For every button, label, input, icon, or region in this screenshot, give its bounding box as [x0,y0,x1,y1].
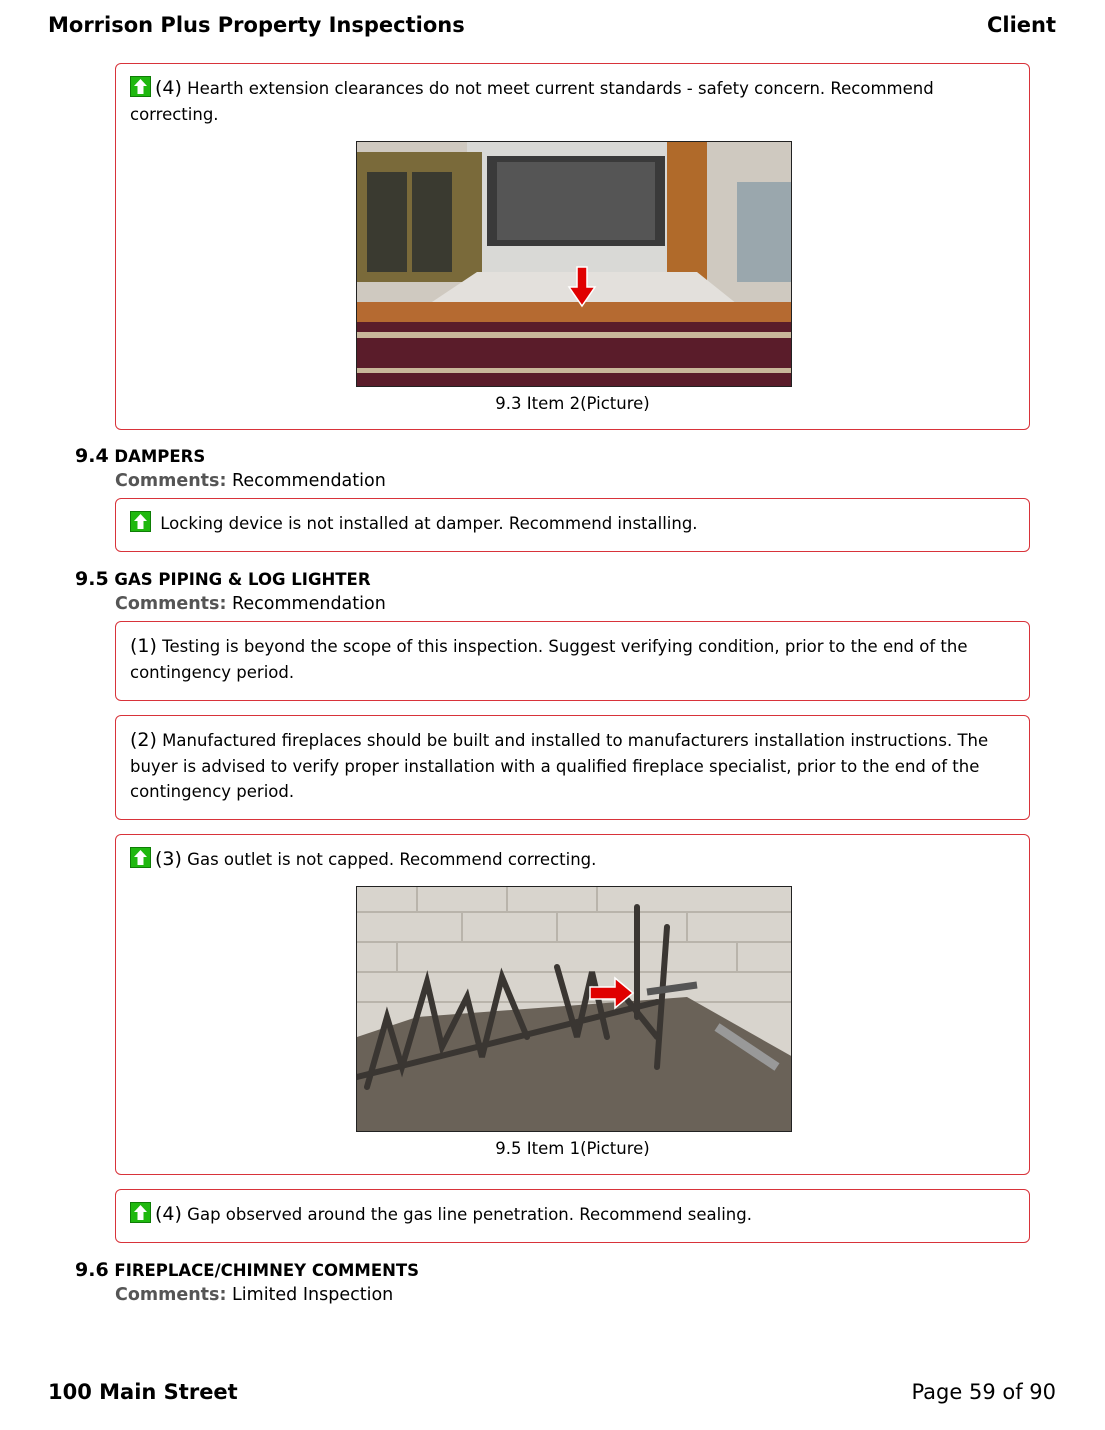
up-arrow-icon [130,511,151,532]
comment-box-gas-outlet [115,834,1030,1175]
up-arrow-icon [130,847,151,868]
comment-number: (4) [155,77,182,99]
comment-number: (1) [130,635,157,657]
property-address: 100 Main Street [48,1380,238,1404]
page-number: Page 59 of 90 [911,1380,1056,1404]
section-title-dampers: 9.4 DAMPERS [75,445,206,467]
comment-text: Gap observed around the gas line penetration. Recommend sealing. [187,1205,752,1224]
section-title-gas-piping: 9.5 GAS PIPING & LOG LIGHTER [75,568,371,590]
comment-box-testing [115,621,1030,701]
up-arrow-icon [130,76,151,97]
section-comments-gas-piping: Comments: Recommendation [115,594,386,614]
comment-text: Locking device is not installed at damper. Recommend installing. [160,514,698,533]
comment-box-hearth [115,63,1030,430]
comment-box-gap [115,1189,1030,1243]
comment-text: Gas outlet is not capped. Recommend correcting. [187,850,597,869]
section-title-fireplace-comments: 9.6 FIREPLACE/CHIMNEY COMMENTS [75,1259,420,1281]
photo-caption: 9.5 Item 1(Picture) [495,1139,650,1158]
fireplace-hearth-photo [356,141,792,387]
up-arrow-icon [130,1202,151,1223]
comment-box-manufactured [115,715,1030,820]
section-comments-dampers: Comments: Recommendation [115,471,386,491]
section-comments-fireplace: Comments: Limited Inspection [115,1285,394,1305]
comment-number: (4) [155,1203,182,1225]
comment-box-damper [115,498,1030,552]
comment-text: Hearth extension clearances do not meet current standards - safety concern. Recommend correcting. [130,79,934,124]
comment-text: Testing is beyond the scope of this inspection. Suggest verifying condition, prior to the end of the contingency period. [130,637,968,682]
comment-text: Manufactured fireplaces should be built and installed to manufacturers installation instructions. The buyer is advised to verify proper installation with a qualified fireplace specialist, prior to the end of the contingency period. [130,731,989,801]
comment-number: (3) [155,848,182,870]
photo-caption: 9.3 Item 2(Picture) [495,394,650,413]
company-name: Morrison Plus Property Inspections [48,13,465,37]
client-name: Client [986,13,1056,37]
gas-outlet-photo [356,886,792,1132]
comment-number: (2) [130,729,157,751]
